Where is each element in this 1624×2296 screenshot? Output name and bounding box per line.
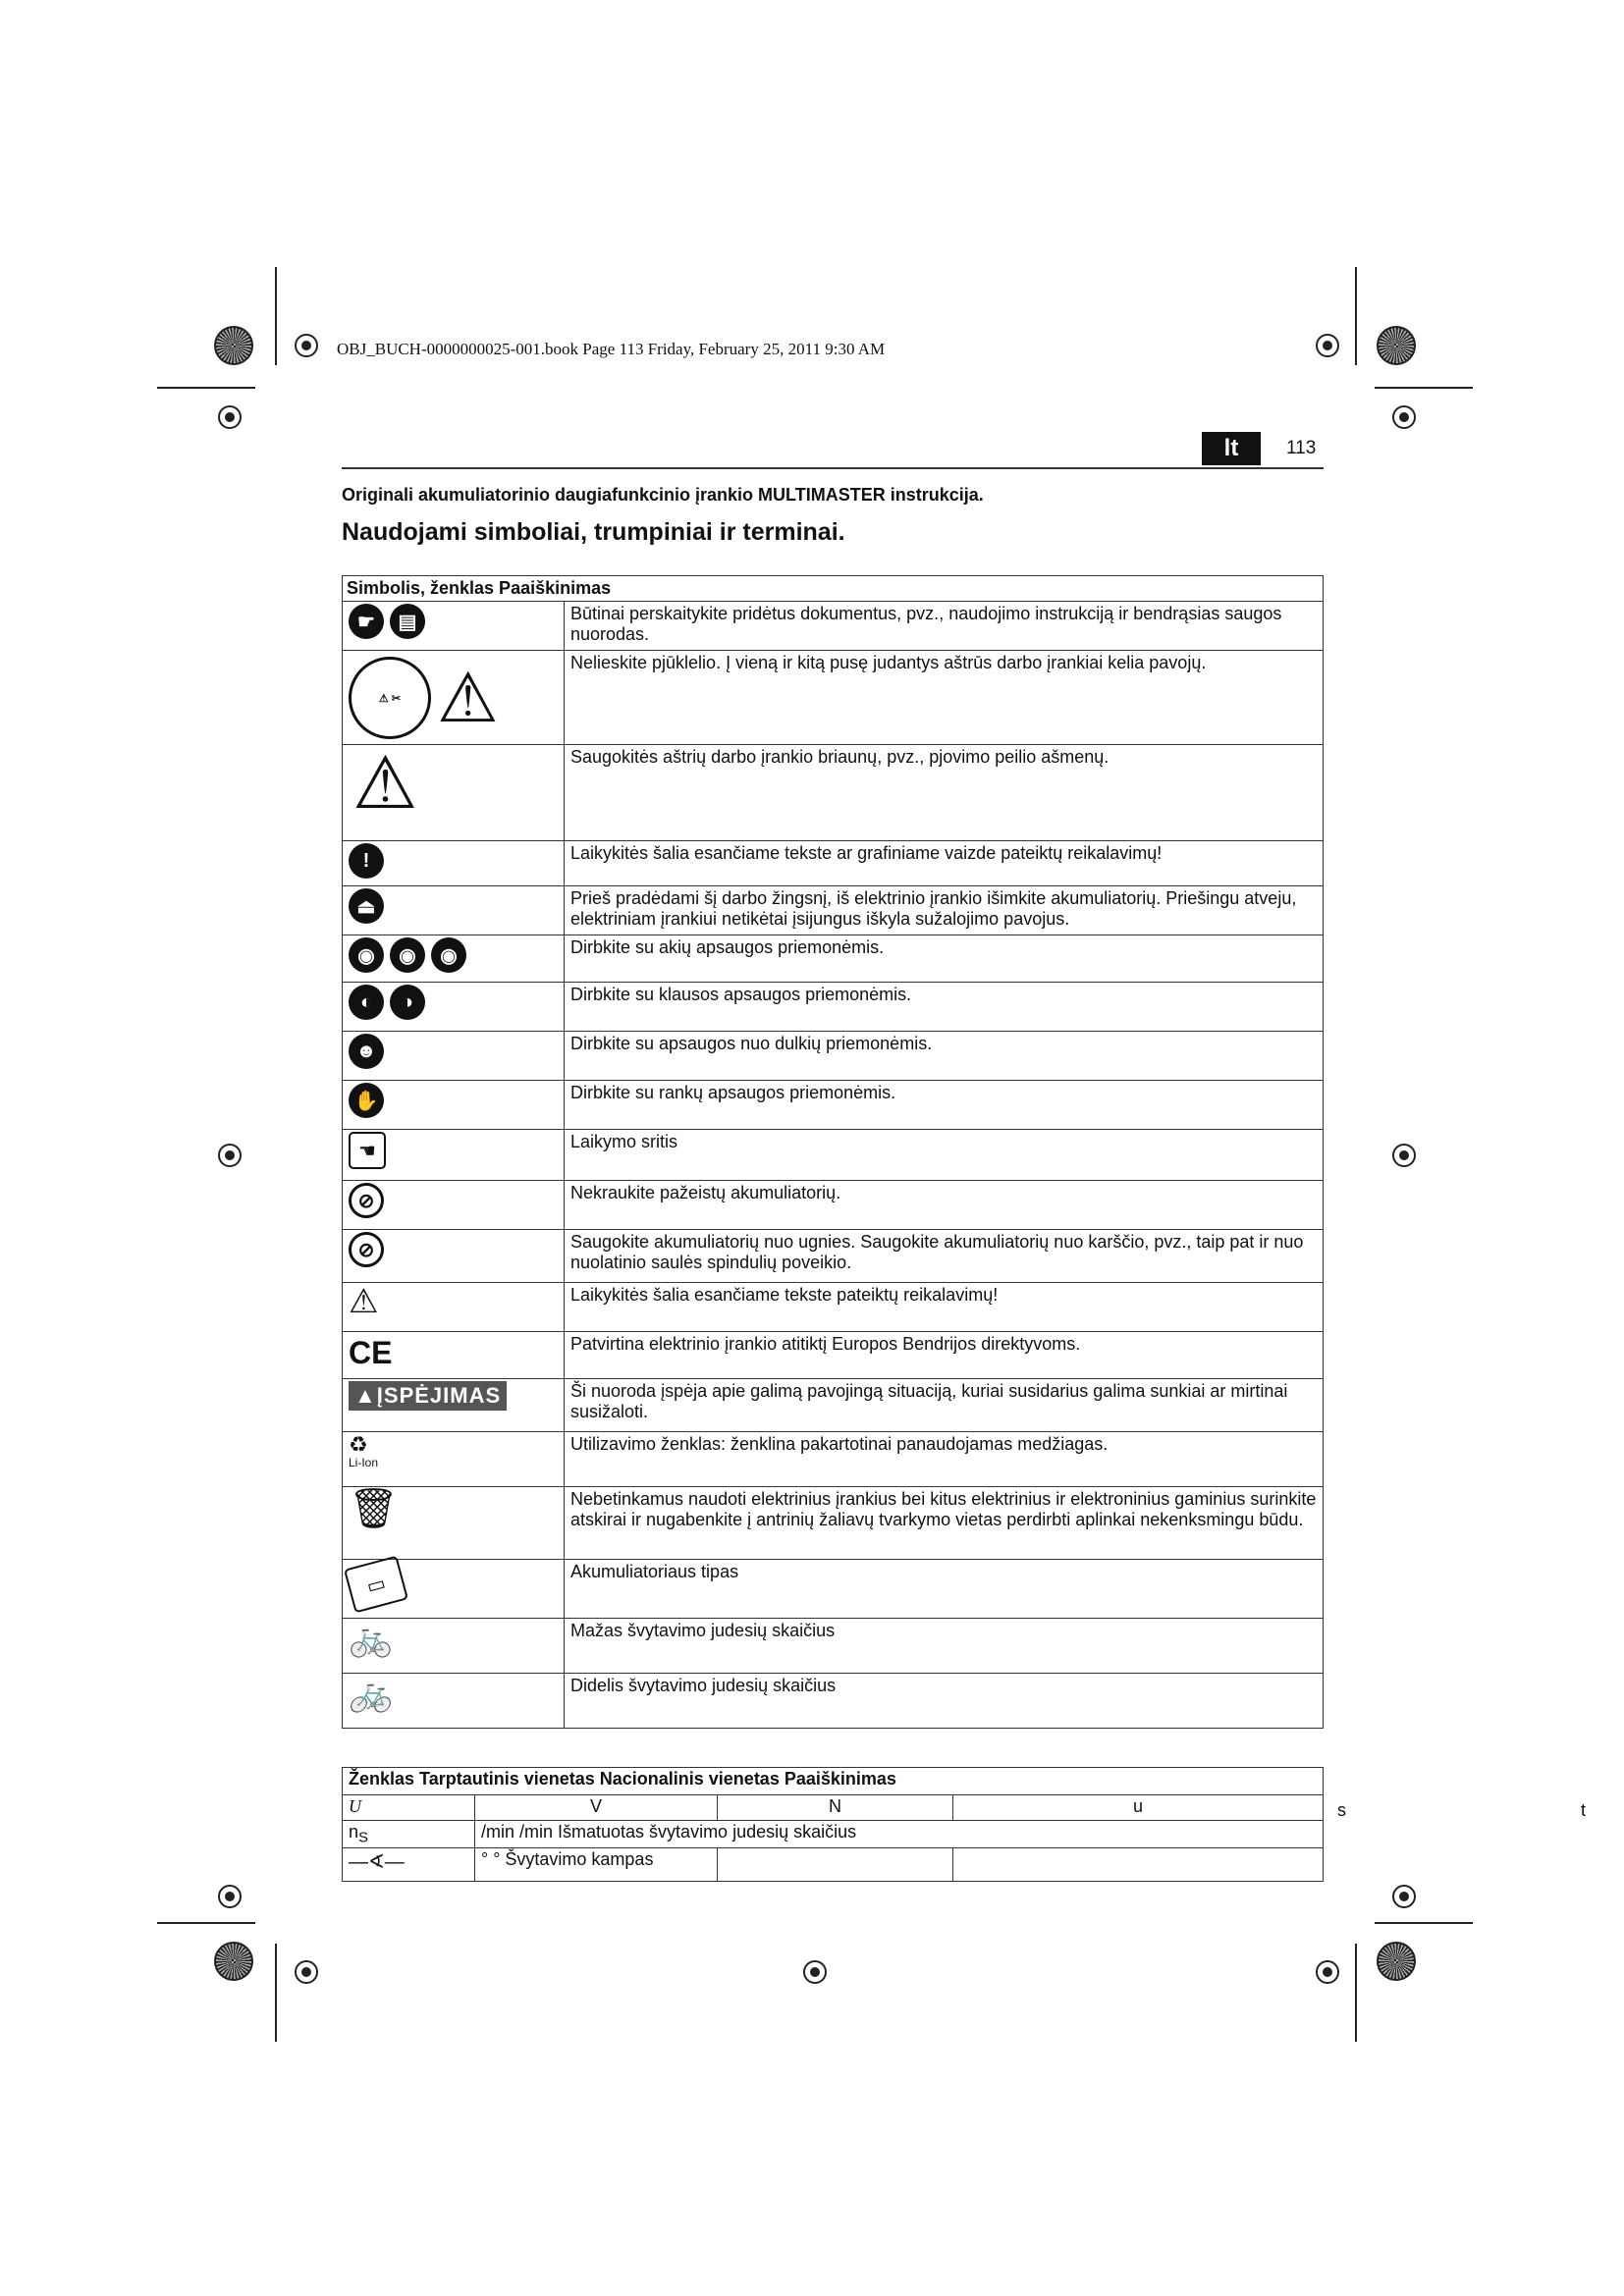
color-wheel-icon [214,326,253,365]
crop-mark [157,387,255,389]
table-row [343,1283,1324,1332]
table-row [343,651,1324,745]
unit-intl: V [475,1795,718,1821]
registration-mark-icon [1392,1885,1416,1908]
row-text: Didelis švytavimo judesių skaičius [565,1674,1324,1729]
registration-mark-icon [295,1960,318,1984]
table-row [343,1487,1324,1560]
row-text: Nelieskite pjūklelio. Į vieną ir kitą pusę judantys aštrūs darbo įrankiai kelia pavojų. [565,651,1324,745]
warning-badge [343,1379,565,1432]
row-text: Nekraukite pažeistų akumuliatorių. [565,1181,1324,1230]
unit-symbol-sub: S [358,1829,369,1846]
color-wheel-icon [1377,1942,1416,1981]
crop-mark [275,267,277,365]
attention-circle-icon: ⚠ ✂ [349,657,431,739]
table-row [343,1230,1324,1283]
table-row [343,1821,1324,1848]
read-manual-icons: ☛ ▤ [343,602,565,651]
overflow-letter-t: t [1581,1800,1587,1820]
table-row [343,1181,1324,1230]
row-text: Laikykitės šalia esančiame tekste pateiktų reikalavimų! [565,1283,1324,1332]
table-row [343,886,1324,935]
unit-symbol: U [343,1795,475,1821]
table-row [343,841,1324,886]
page-number: 113 [1286,438,1317,458]
table-row [343,1081,1324,1130]
crop-mark [275,1944,277,2042]
symbols-table [342,575,1324,1729]
row-text: Nebetinkamus naudoti elektrinius įrankius bei kitus elektrinius ir elektroninius gaminius surinkite atskirai ir nugabenkite į antrinių žaliavų tvarkymo vietas perdirbti aplinkai nekenksmingu būdu. [565,1487,1324,1560]
table-row [343,1332,1324,1379]
row-text: Laikymo sritis [565,1130,1324,1181]
warning-triangle-icon: ⚠ [343,1283,565,1332]
header-rule [342,467,1324,469]
no-fire-icon: ⊘ [343,1230,565,1283]
print-header: OBJ_BUCH-0000000025-001.book Page 113 Friday, February 25, 2011 9:30 AM [337,340,886,358]
row-text: Dirbkite su apsaugos nuo dulkių priemonėmis. [565,1032,1324,1081]
table-row [343,1847,1324,1881]
overflow-letter-s: s [1337,1800,1346,1820]
registration-mark-icon [803,1960,827,1984]
crop-mark [1355,267,1357,365]
table-row [343,745,1324,841]
table-row [343,983,1324,1032]
color-wheel-icon [214,1942,253,1981]
unit-symbol-n: n [349,1822,359,1842]
section-heading: Naudojami simboliai, trumpiniai ir terminai. [342,518,845,546]
registration-mark-icon [1392,1144,1416,1167]
row-text: Prieš pradėdami šį darbo žingsnį, iš elektrinio įrankio išimkite akumuliatorių. Priešingu atveju, elektriniam įrankiui netikėtai įsijungus iškyla sužalojimo pavojus. [565,886,1324,935]
table-row [343,1674,1324,1729]
table-row [343,1032,1324,1081]
crop-mark [157,1922,255,1924]
recycling-liion-icon: ♻ Li-Ion [343,1432,565,1487]
grip-area-icon: ☚ [343,1130,565,1181]
units-table-header: Ženklas Tarptautinis vienetas Nacionalinis vienetas Paaiškinimas [343,1768,1324,1795]
slow-cyclist-icon: 🚲 [343,1619,565,1674]
angle-icon: —∢— [343,1847,475,1881]
fast-cyclist-icon: 🚲 [343,1674,565,1729]
battery-type-icon: ▭ [343,1560,565,1619]
liion-label: Li-Ion [349,1456,379,1469]
unit-symbol [343,1821,475,1848]
warning-badge-text: ĮSPĖJIMAS [376,1383,502,1408]
row-text: Saugokite akumuliatorių nuo ugnies. Saugokite akumuliatorių nuo karščio, pvz., taip pat ir nuo nuolatinio saulės spindulių poveikio. [565,1230,1324,1283]
unit-explanation: u [953,1795,1324,1821]
gloves-icon: ✋ [343,1081,565,1130]
registration-mark-icon [295,334,318,357]
ce-mark-icon: CE [343,1332,565,1379]
dust-mask-icon: ☻ [343,1032,565,1081]
row-text: Saugokitės aštrių darbo įrankio briaunų, pvz., pjovimo peilio ašmenų. [565,745,1324,841]
subtitle: Originali akumuliatorinio daugiafunkcinio įrankio MULTIMASTER instrukcija. [342,485,984,505]
weee-bin-icon: 🗑 [343,1487,565,1560]
unit-description: ° ° Švytavimo kampas [475,1847,718,1881]
registration-mark-icon [1316,1960,1339,1984]
empty-cell [718,1847,953,1881]
row-text: Mažas švytavimo judesių skaičius [565,1619,1324,1674]
row-text: Utilizavimo ženklas: ženklina pakartotinai panaudojamas medžiagas. [565,1432,1324,1487]
sharp-edges-warning-icon: ⚠ [343,745,565,841]
units-table [342,1767,1324,1882]
alert-triangle-icon: ▲ [354,1383,377,1408]
unit-national: N [718,1795,953,1821]
table-row [343,602,1324,651]
hazard-triangle-icon: ⚠ [437,660,499,736]
table-row [343,935,1324,983]
remove-battery-icon: ⏏ [343,886,565,935]
eye-protection-icons: ◉ ◉ ◉ [343,935,565,983]
row-text: Akumuliatoriaus tipas [565,1560,1324,1619]
row-text: Dirbkite su rankų apsaugos priemonėmis. [565,1081,1324,1130]
registration-mark-icon [1316,334,1339,357]
unit-description: /min /min Išmatuotas švytavimo judesių skaičius [475,1821,1324,1848]
table-row [343,1795,1324,1821]
row-text: Laikykitės šalia esančiame tekste ar grafiniame vaizde pateiktų reikalavimų! [565,841,1324,886]
symbols-table-header: Simbolis, ženklas Paaiškinimas [343,576,1324,602]
lang-badge-text: lt [1223,435,1239,461]
row-text: Patvirtina elektrinio įrankio atitiktį Europos Bendrijos direktyvoms. [565,1332,1324,1379]
registration-mark-icon [218,1885,242,1908]
exclamation-icon: ! [343,841,565,886]
empty-cell [953,1847,1324,1881]
attention-saw-blade-icons [343,651,565,745]
color-wheel-icon [1377,326,1416,365]
row-text: Ši nuoroda įspėja apie galimą pavojingą situaciją, kuriai susidarius galima sunkiai ar mirtinai susižaloti. [565,1379,1324,1432]
table-row [343,1560,1324,1619]
registration-mark-icon [218,1144,242,1167]
row-text: Dirbkite su akių apsaugos priemonėmis. [565,935,1324,983]
row-text: Dirbkite su klausos apsaugos priemonėmis. [565,983,1324,1032]
table-row [343,1379,1324,1432]
registration-mark-icon [218,405,242,429]
row-text: Būtinai perskaitykite pridėtus dokumentus, pvz., naudojimo instrukciją ir bendrąsias saugos nuorodas. [565,602,1324,651]
table-row [343,1432,1324,1487]
lang-badge [1202,432,1261,465]
table-row [343,1619,1324,1674]
crop-mark [1355,1944,1357,2042]
ear-protection-icons: ◐ ◑ [343,983,565,1032]
table-row [343,1130,1324,1181]
crop-mark [1375,387,1473,389]
registration-mark-icon [1392,405,1416,429]
crop-mark [1375,1922,1473,1924]
no-damaged-battery-icon: ⊘ [343,1181,565,1230]
